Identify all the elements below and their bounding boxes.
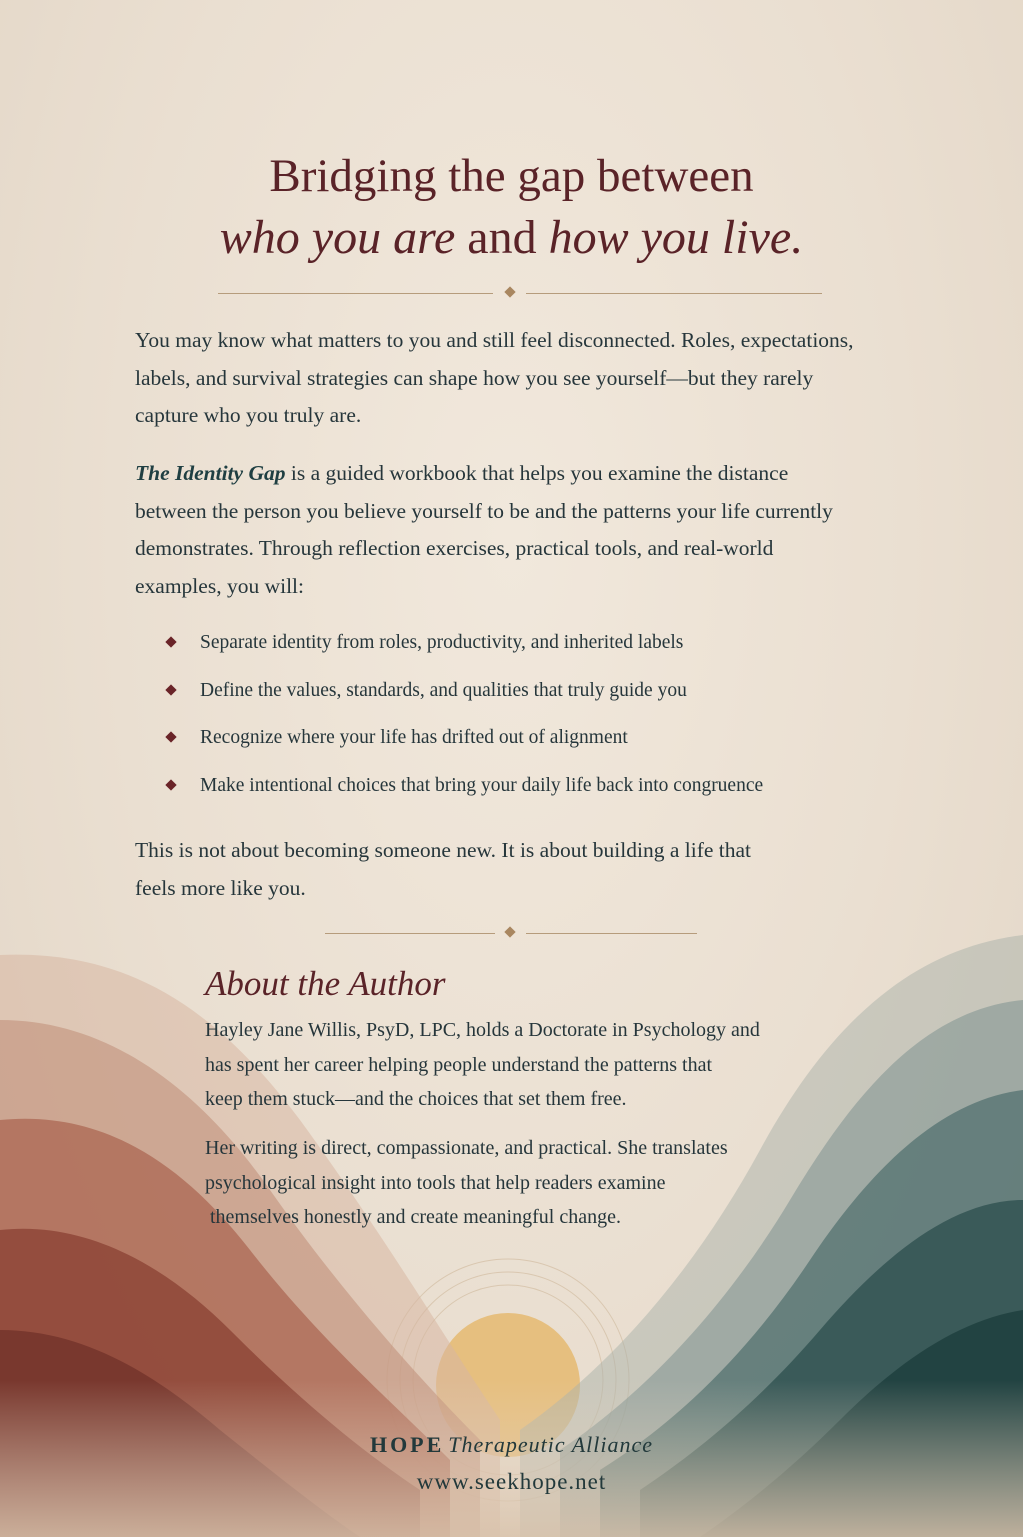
middle-divider [325, 926, 697, 940]
workbook-paragraph [135, 455, 833, 605]
closing-line-1: This is not about becoming someone new. It is about building a life that [135, 838, 752, 862]
book-title: The Identity Gap [135, 461, 286, 485]
publisher-brand [0, 1434, 1023, 1456]
diamond-icon [504, 286, 515, 297]
bullet-text: Make intentional choices that bring your daily life back into congruence [200, 774, 764, 796]
divider-line-left [325, 933, 495, 934]
brand-tagline: Therapeutic Alliance [448, 1432, 654, 1457]
bullet-text: Recognize where your life has drifted out of alignment [200, 727, 628, 748]
headline-italic-who: who you are [219, 211, 456, 264]
top-divider [218, 286, 822, 300]
workbook-line-1: is a guided workbook that helps you examine the distance [285, 461, 789, 485]
closing-paragraph [135, 832, 751, 907]
bio-line: Hayley Jane Willis, PsyD, LPC, holds a Doctorate in Psychology and [205, 1019, 760, 1041]
closing-line-2: feels more like you. [135, 875, 306, 900]
headline-line-1 [0, 150, 1023, 202]
intro-paragraph [135, 322, 854, 435]
workbook-line-2: between the person you believe yourself to be and the patterns your life currently [135, 498, 833, 523]
bio-line: Her writing is direct, compassionate, and practical. She translates [205, 1137, 728, 1159]
workbook-line-4: examples, you will: [135, 573, 304, 598]
diamond-icon [504, 926, 515, 937]
bio-line: keep them stuck—and the choices that set them free. [205, 1088, 627, 1110]
intro-line-2: labels, and survival strategies can shape how you see yourself—but they rarely [135, 365, 814, 390]
bullet-text: Separate identity from roles, productivity, and inherited labels [200, 632, 684, 653]
headline-text-1: Bridging the gap between [269, 150, 754, 202]
intro-line-3: capture who you truly are. [135, 403, 362, 427]
bio-line: has spent her career helping people understand the patterns that [205, 1053, 713, 1076]
divider-line-right [526, 933, 697, 934]
bio-line: psychological insight into tools that help readers examine [205, 1171, 666, 1194]
divider-line-left [218, 293, 493, 294]
divider-line-right [526, 293, 822, 294]
website-url: www.seekhope.net [416, 1469, 607, 1494]
workbook-line-3: demonstrates. Through reflection exercises, practical tools, and real-world [135, 536, 774, 560]
author-bio-paragraph-2 [205, 1131, 728, 1235]
headline-italic-how: how you live. [548, 211, 804, 264]
intro-line-1: You may know what matters to you and still feel disconnected. Roles, expectations, [135, 328, 854, 352]
headline-and: and [455, 211, 549, 264]
author-bio-paragraph-1 [205, 1013, 760, 1117]
bullet-text: Define the values, standards, and qualities that truly guide you [200, 679, 687, 701]
about-heading: About the Author [205, 964, 446, 1003]
bio-line: themselves honestly and create meaningful change. [205, 1206, 621, 1228]
headline-line-2 [0, 211, 1023, 264]
bottom-haze [0, 1380, 1023, 1537]
brand-name: HOPE [369, 1432, 445, 1457]
